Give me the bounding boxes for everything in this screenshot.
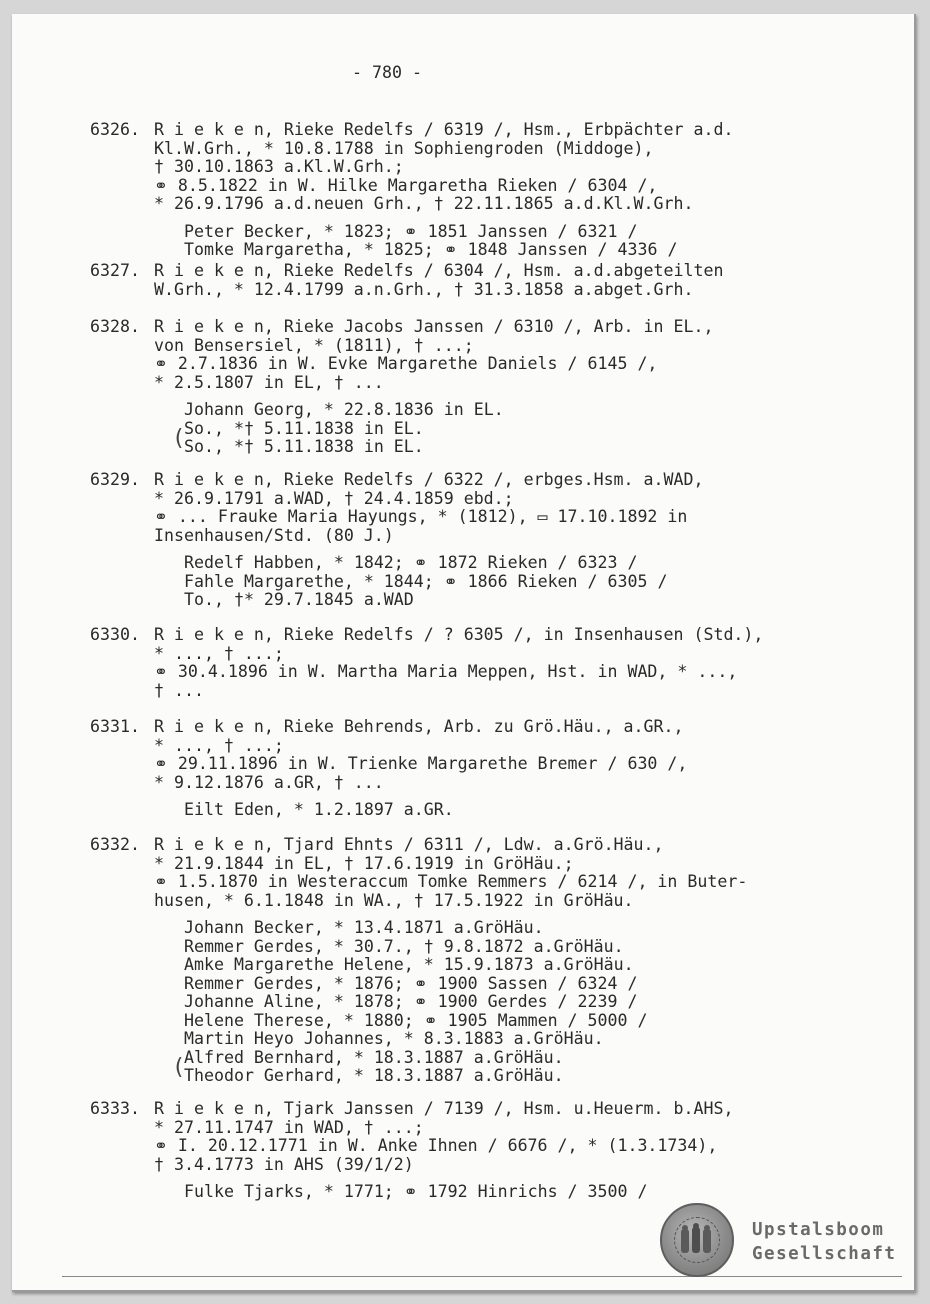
society-name-line1: Upstalsboom — [752, 1220, 885, 1240]
entry-line: R i e k e n, Rieke Redelfs / 6319 /, Hsm., Erbpächter a.d. — [154, 120, 734, 139]
child-line: Theodor Gerhard, * 18.3.1887 a.GröHäu. — [184, 1066, 564, 1085]
child-line: Fahle Margarethe, * 1844; ⚭ 1866 Rieken / 6305 / — [184, 571, 668, 591]
entry-line: R i e k e n, Rieke Redelfs / 6322 /, erbges.Hsm. a.WAD, — [154, 470, 704, 489]
entry-6329 — [90, 471, 780, 610]
entry-line: ⚭ 30.4.1896 in W. Martha Maria Meppen, Hst. in WAD, * ..., — [154, 662, 738, 681]
entry-line: * 2.5.1807 in EL, † ... — [154, 372, 384, 392]
document-page — [12, 14, 916, 1292]
seal-figures-icon — [678, 1223, 714, 1257]
entry-line: R i e k e n, Rieke Redelfs / 6304 /, Hsm. a.d.abgeteilten — [154, 261, 724, 280]
entry-line: ⚭ I. 20.12.1771 in W. Anke Ihnen / 6676 /, * (1.3.1734), — [154, 1136, 718, 1155]
entry-line: von Bensersiel, * (1811), † ...; — [154, 335, 474, 355]
child-line: Eilt Eden, * 1.2.1897 a.GR. — [184, 800, 454, 819]
society-seal-icon — [660, 1203, 734, 1277]
entry-6330 — [90, 626, 780, 700]
entry-line: R i e k e n, Rieke Behrends, Arb. zu Grö.Häu., a.GR., — [154, 717, 684, 736]
child-line: Fulke Tjarks, * 1771; ⚭ 1792 Hinrichs / 3500 / — [184, 1182, 648, 1201]
child-line: Alfred Bernhard, * 18.3.1887 a.GröHäu. — [184, 1047, 564, 1067]
entry-line: R i e k e n, Rieke Redelfs / ? 6305 /, in Insenhausen (Std.), — [154, 625, 764, 644]
entry-line: † 3.4.1773 in AHS (39/1/2) — [154, 1154, 414, 1174]
child-line: Redelf Habben, * 1842; ⚭ 1872 Rieken / 6323 / — [184, 553, 638, 572]
child-line: Amke Margarethe Helene, * 15.9.1873 a.GröHäu. — [184, 955, 634, 974]
entry-line: ⚭ 1.5.1870 in Westeraccum Tomke Remmers / 6214 /, in Buter- — [154, 872, 748, 891]
child-line: Peter Becker, * 1823; ⚭ 1851 Janssen / 6321 / — [184, 221, 638, 241]
child-line: Johanne Aline, * 1878; ⚭ 1900 Gerdes / 2239 / — [184, 992, 638, 1011]
entry-number: 6328. — [90, 317, 140, 336]
entry-line: * 26.9.1796 a.d.neuen Grh., † 22.11.1865 a.d.Kl.W.Grh. — [154, 194, 694, 213]
entry-number: 6326. — [90, 120, 140, 139]
entry-line: * ..., † ...; — [154, 643, 284, 663]
twin-brace: ( — [172, 425, 186, 451]
child-line: Remmer Gerdes, * 30.7., † 9.8.1872 a.GröHäu. — [184, 936, 624, 956]
entry-6327 — [90, 262, 780, 299]
entry-number: 6327. — [90, 261, 140, 280]
entry-line: R i e k e n, Rieke Jacobs Janssen / 6310 /, Arb. in EL., — [154, 317, 714, 336]
entry-line: ⚭ ... Frauke Maria Hayungs, * (1812), ▭ 17.10.1892 in — [154, 507, 688, 526]
entry-line: ⚭ 29.11.1896 in W. Trienke Margarethe Bremer / 630 /, — [154, 754, 688, 773]
entry-6331 — [90, 718, 780, 820]
twin-brace: ( — [172, 1054, 186, 1080]
child-line: Johann Georg, * 22.8.1836 in EL. — [184, 400, 504, 419]
child-line: Remmer Gerdes, * 1876; ⚭ 1900 Sassen / 6324 / — [184, 973, 638, 993]
entry-line: † 30.10.1863 a.Kl.W.Grh.; — [154, 157, 404, 176]
entry-6332 — [90, 836, 780, 1086]
entry-6328 — [90, 318, 780, 457]
child-line: Helene Therese, * 1880; ⚭ 1905 Mammen / 5000 / — [184, 1010, 648, 1030]
footer-rule — [62, 1276, 902, 1277]
child-line: Johann Becker, * 13.4.1871 a.GröHäu. — [184, 918, 544, 937]
entry-line: * 27.11.1747 in WAD, † ...; — [154, 1117, 424, 1137]
entry-line: R i e k e n, Tjard Ehnts / 6311 /, Ldw. a.Grö.Häu., — [154, 835, 664, 854]
entry-number: 6332. — [90, 835, 140, 854]
child-line: Martin Heyo Johannes, * 8.3.1883 a.GröHäu. — [184, 1029, 604, 1048]
entry-line: W.Grh., * 12.4.1799 a.n.Grh., † 31.3.1858 a.abget.Grh. — [154, 279, 694, 299]
child-line: Tomke Margaretha, * 1825; ⚭ 1848 Janssen / 4336 / — [184, 240, 678, 259]
entry-6333 — [90, 1100, 780, 1202]
entry-line: R i e k e n, Tjark Janssen / 7139 /, Hsm. u.Heuerm. b.AHS, — [154, 1099, 734, 1118]
entry-line: * 26.9.1791 a.WAD, † 24.4.1859 ebd.; — [154, 488, 514, 508]
entry-6326 — [90, 121, 780, 260]
entry-line: * ..., † ...; — [154, 735, 284, 755]
entry-line: Insenhausen/Std. (80 J.) — [154, 525, 394, 545]
child-line: So., *† 5.11.1838 in EL. — [184, 418, 424, 438]
society-name-line2: Gesellschaft — [752, 1244, 897, 1264]
entry-line: † ... — [154, 680, 204, 700]
entry-number: 6330. — [90, 625, 140, 644]
child-line: To., †* 29.7.1845 a.WAD — [184, 590, 414, 609]
entry-line: * 9.12.1876 a.GR, † ... — [154, 772, 384, 792]
entry-number: 6333. — [90, 1099, 140, 1118]
entry-line: ⚭ 2.7.1836 in W. Evke Margarethe Daniels / 6145 /, — [154, 354, 658, 373]
entry-line: * 21.9.1844 in EL, † 17.6.1919 in GröHäu.; — [154, 853, 574, 873]
entry-line: ⚭ 8.5.1822 in W. Hilke Margaretha Rieken / 6304 /, — [154, 175, 658, 195]
society-name — [752, 1218, 896, 1266]
entry-line: husen, * 6.1.1848 in WA., † 17.5.1922 in GröHäu. — [154, 890, 634, 910]
page-number: - 780 - — [352, 63, 422, 82]
entry-number: 6331. — [90, 717, 140, 736]
entry-number: 6329. — [90, 470, 140, 489]
child-line: So., *† 5.11.1838 in EL. — [184, 437, 424, 456]
entry-line: Kl.W.Grh., * 10.8.1788 in Sophiengroden (Middoge), — [154, 138, 654, 158]
